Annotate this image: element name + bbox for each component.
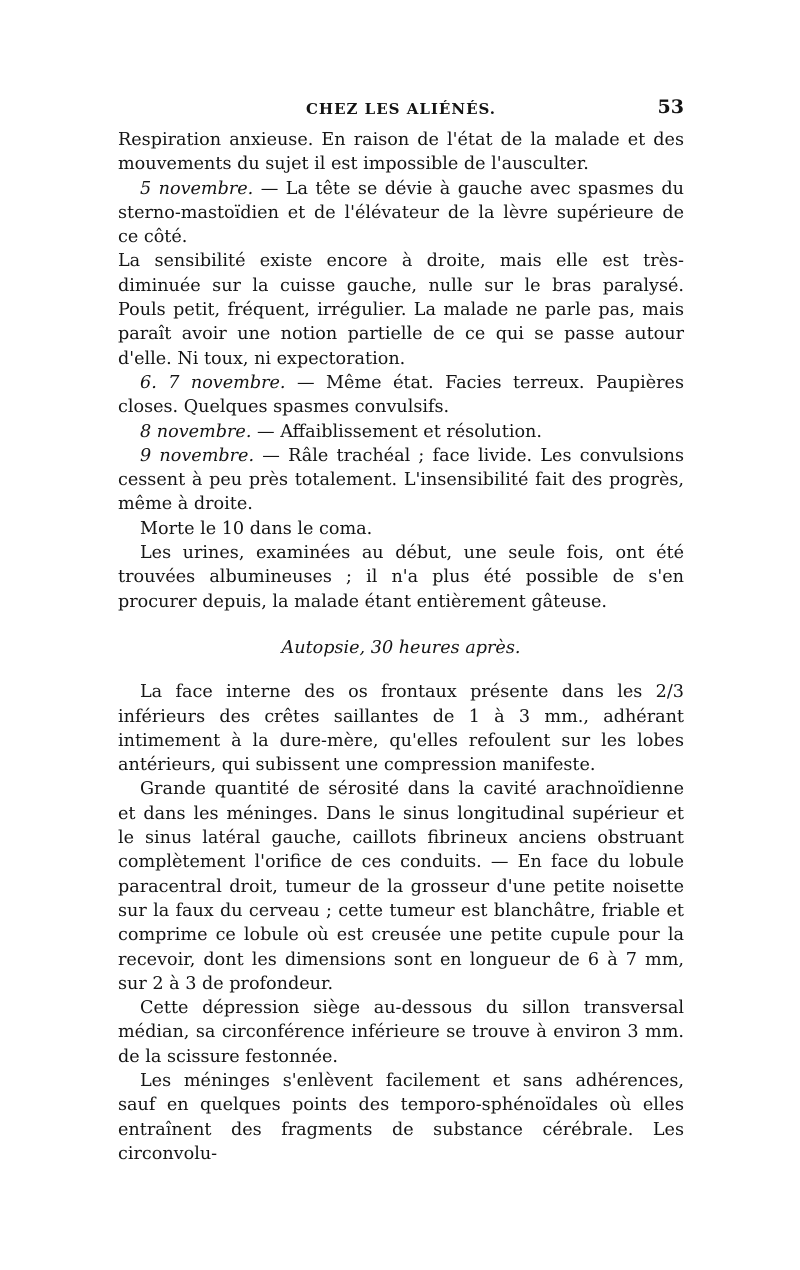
paragraph [118,177,684,250]
paragraph: Cette dépression siège au-dessous du sillon transversal médian, sa circonférence inférieure se trouve à environ 3 mm. de la scissure festonnée. [118,998,684,1067]
paragraph-text: — La tête se dévie à gauche avec spasmes du sterno-mastoïdien et de l'élévateur de la lèvre supérieure de ce côté. [118,178,684,248]
page-header [118,96,684,126]
page-number: 53 [657,96,684,118]
autopsy-heading: Autopsie, 30 heures après. [281,637,521,658]
paragraph [118,517,684,541]
paragraph: Les méninges s'enlèvent facilement et sans adhérences, sauf en quelques points des temporo-sphénoïdales où elles entraînent des fragments de substance cérébrale. Les circonvolu- [118,1070,684,1164]
running-title: CHEZ LES ALIÉNÉS. [305,100,497,118]
body-text [118,128,684,1166]
paragraph-text: — Même état. Facies terreux. Paupières closes. Quelques spasmes convulsifs. [118,372,684,418]
paragraph [118,128,684,177]
paragraph-text: — Affaiblissement et résolution. [251,421,542,442]
paragraph: Grande quantité de sérosité dans la cavité arachnoïdienne et dans les méninges. Dans le sinus longitudinal supérieur et le sinus latéral gauche, caillots fibrineux anciens obstruant complètement l'orifice de ces conduits. — En face du lobule paracentral droit, tumeur de la grosseur d'une petite noisette sur la faux du cerveau ; cette tumeur est blanchâtre, friable et comprime ce lobule où est creusée une petite cupule pour la recevoir, dont les dimensions sont en longueur de 6 à 7 mm, sur 2 à 3 de profondeur. [118,779,684,994]
paragraph [118,420,684,444]
date-label: 5 novembre. [140,178,254,199]
paragraph [118,371,684,420]
paragraph: La face interne des os frontaux présente dans les 2/3 inférieurs des crêtes saillantes de 1 à 3 mm., adhérant intimement à la dure-mère, qu'elles refoulent sur les lobes antérieurs, qui subissent une compression manifeste. [118,682,684,776]
paragraph-text: Respiration anxieuse. En raison de l'état de la malade et des mouvements du sujet il est impossible de l'ausculter. [118,130,684,175]
paragraph [118,541,684,614]
date-label: 9 novembre. [140,445,255,466]
paragraph-text: Les urines, examinées au début, une seule fois, ont été trouvées albumineuses ; il n'a plus été possible de s'en procurer depuis, la malade étant entièrement gâteuse. [118,543,684,612]
paragraph-text: La sensibilité existe encore à droite, mais elle est très-diminuée sur la cuisse gauche, nulle sur le bras paralysé. Pouls petit, fréquent, irrégulier. La malade ne parle pas, mais paraît avoir une notion partielle de ce qui se passe autour d'elle. Ni toux, ni expectoration. [118,251,684,369]
date-label: 6. 7 novembre. [140,372,286,393]
date-label: 8 novembre. [140,421,252,442]
paragraph [118,249,684,370]
paragraph-text: — Râle trachéal ; face livide. Les convulsions cessent à peu près totalement. L'insensibilité fait des progrès, même à droite. [118,445,685,515]
paragraph-text: Morte le 10 dans le coma. [140,518,373,539]
paragraph [118,444,684,517]
